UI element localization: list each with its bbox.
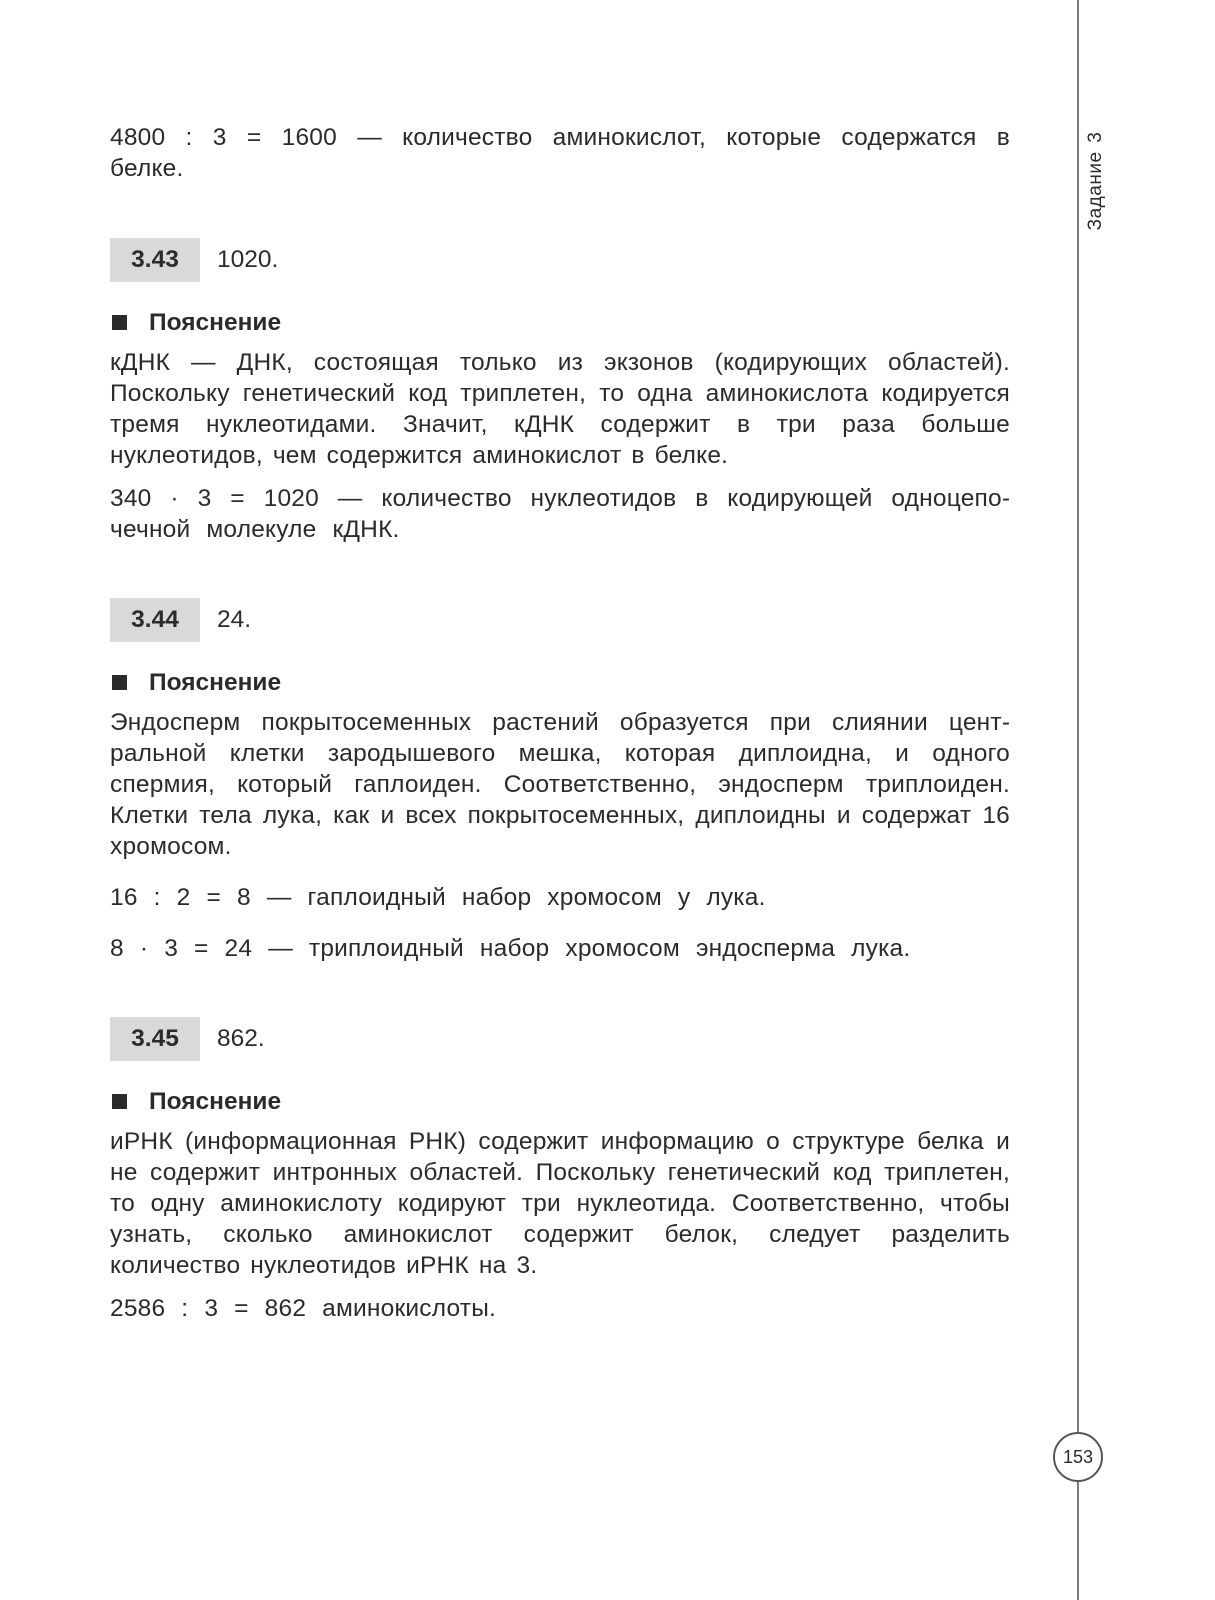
explanation-heading-label: Пояснение bbox=[149, 309, 282, 336]
task-number-badge: 3.44 bbox=[110, 598, 200, 642]
section-side-label: Задание 3 bbox=[1085, 131, 1106, 231]
answer-value: 862. bbox=[217, 1025, 265, 1052]
calculation-line: 2586 : 3 = 862 аминокислоты. bbox=[110, 1295, 497, 1322]
bullet-square-icon bbox=[112, 675, 127, 690]
answer-value: 1020. bbox=[217, 246, 279, 273]
answer-value: 24. bbox=[217, 606, 252, 633]
explanation-heading-label: Пояснение bbox=[149, 1088, 282, 1115]
intro-paragraph: 4800 : 3 = 1600 — количество аминокислот, которые содержатся в белке. bbox=[110, 124, 1010, 182]
answer-row-3-45 bbox=[110, 1017, 1010, 1061]
explanation-paragraph: иРНК (информационная РНК) содержит информацию о структуре белка и не содержит интронных областей. Поскольку генетический код триплетен, то одну аминокислоту кодируют три нуклеотида. Соответственно, чтобы узнать, сколько аминокислот содержит белок, следует разделить количество нуклеотидов иРНК на 3. bbox=[110, 1128, 1010, 1279]
calculation-line: 340 · 3 = 1020 — количество нуклеотидов в кодирующей одноцепочечной молекуле кДНК. bbox=[110, 485, 1010, 543]
bullet-square-icon bbox=[112, 315, 127, 330]
calculation-line: 16 : 2 = 8 — гаплоидный набор хромосом у лука. bbox=[110, 884, 766, 911]
explanation-heading-label: Пояснение bbox=[149, 669, 282, 696]
explanation-heading bbox=[110, 307, 1010, 338]
explanation-paragraph: кДНК — ДНК, состоящая только из экзонов (кодирующих областей). Поскольку генетический код триплетен, то одна аминокислота кодируется тремя нуклеотидами. Значит, кДНК содержит в три раза больше нуклеотидов, чем содержится аминокислот в белке. bbox=[110, 349, 1010, 469]
explanation-paragraph: Эндосперм покрытосеменных растений образуется при слиянии центральной клетки зародышевого мешка, которая диплоидна, и одного спермия, который гаплоиден. Соответственно, эндосперм триплоиден. Клетки тела лука, как и всех покрытосеменных, диплоидны и содержат 16 хромосом. bbox=[110, 709, 1010, 860]
explanation-heading bbox=[110, 1086, 1010, 1117]
page-number-badge: 153 bbox=[1053, 1432, 1103, 1482]
calculation-line: 8 · 3 = 24 — триплоидный набор хромосом эндосперма лука. bbox=[110, 935, 911, 962]
page-content bbox=[110, 122, 1010, 1324]
task-number-badge: 3.45 bbox=[110, 1017, 200, 1061]
answer-row-3-44 bbox=[110, 598, 1010, 642]
bullet-square-icon bbox=[112, 1094, 127, 1109]
explanation-heading bbox=[110, 667, 1010, 698]
task-number-badge: 3.43 bbox=[110, 238, 200, 282]
answer-row-3-43 bbox=[110, 238, 1010, 282]
margin-rule bbox=[1077, 0, 1079, 1600]
